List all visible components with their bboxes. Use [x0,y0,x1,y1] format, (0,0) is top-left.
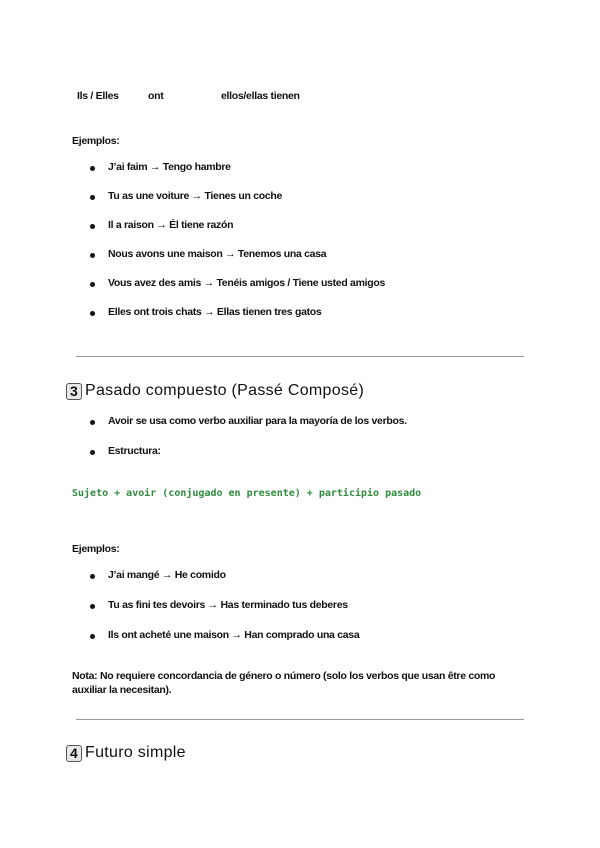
section-title: Pasado compuesto (Passé Composé) [85,382,365,399]
number-badge: 3 [66,383,82,400]
list-item: Ils ont acheté une maison → Han comprado una casa [90,629,359,659]
list-item: Nous avons une maison → Tenemos una casa [90,248,385,277]
formula-code: Sujeto + avoir (conjugado en presente) + participio pasado [72,488,422,499]
note-text: Nota: No requiere concordancia de género o número (solo los verbos que usan être como auxiliar la necesitan). [72,670,496,696]
number-badge: 4 [66,745,82,762]
list-item: J’ai mangé → He comido [90,569,359,599]
examples-list [90,569,359,659]
list-item: J’ai faim → Tengo hambre [90,161,385,190]
french-cell: ont [148,90,164,102]
list-item: Estructura: [90,445,407,475]
examples-list [90,161,385,335]
spanish-cell: ellos/ellas tienen [221,90,300,102]
list-item: Avoir se usa como verbo auxiliar para la mayoría de los verbos. [90,415,407,445]
divider [76,356,524,357]
list-item: Tu as fini tes devoirs → Has terminado tus deberes [90,599,359,629]
list-item: Elles ont trois chats → Ellas tienen tres gatos [90,306,385,335]
list-item: Tu as une voiture → Tienes un coche [90,190,385,219]
section-bullets [90,415,407,475]
list-item: Il a raison → Él tiene razón [90,219,385,248]
section-title: Futuro simple [85,744,186,761]
pronoun-cell: Ils / Elles [77,90,119,102]
list-item: Vous avez des amis → Tenéis amigos / Tiene usted amigos [90,277,385,306]
section-heading [66,744,186,762]
examples-label: Ejemplos: [72,543,120,555]
examples-label: Ejemplos: [72,135,120,147]
section-heading [66,382,364,400]
divider [76,719,524,720]
